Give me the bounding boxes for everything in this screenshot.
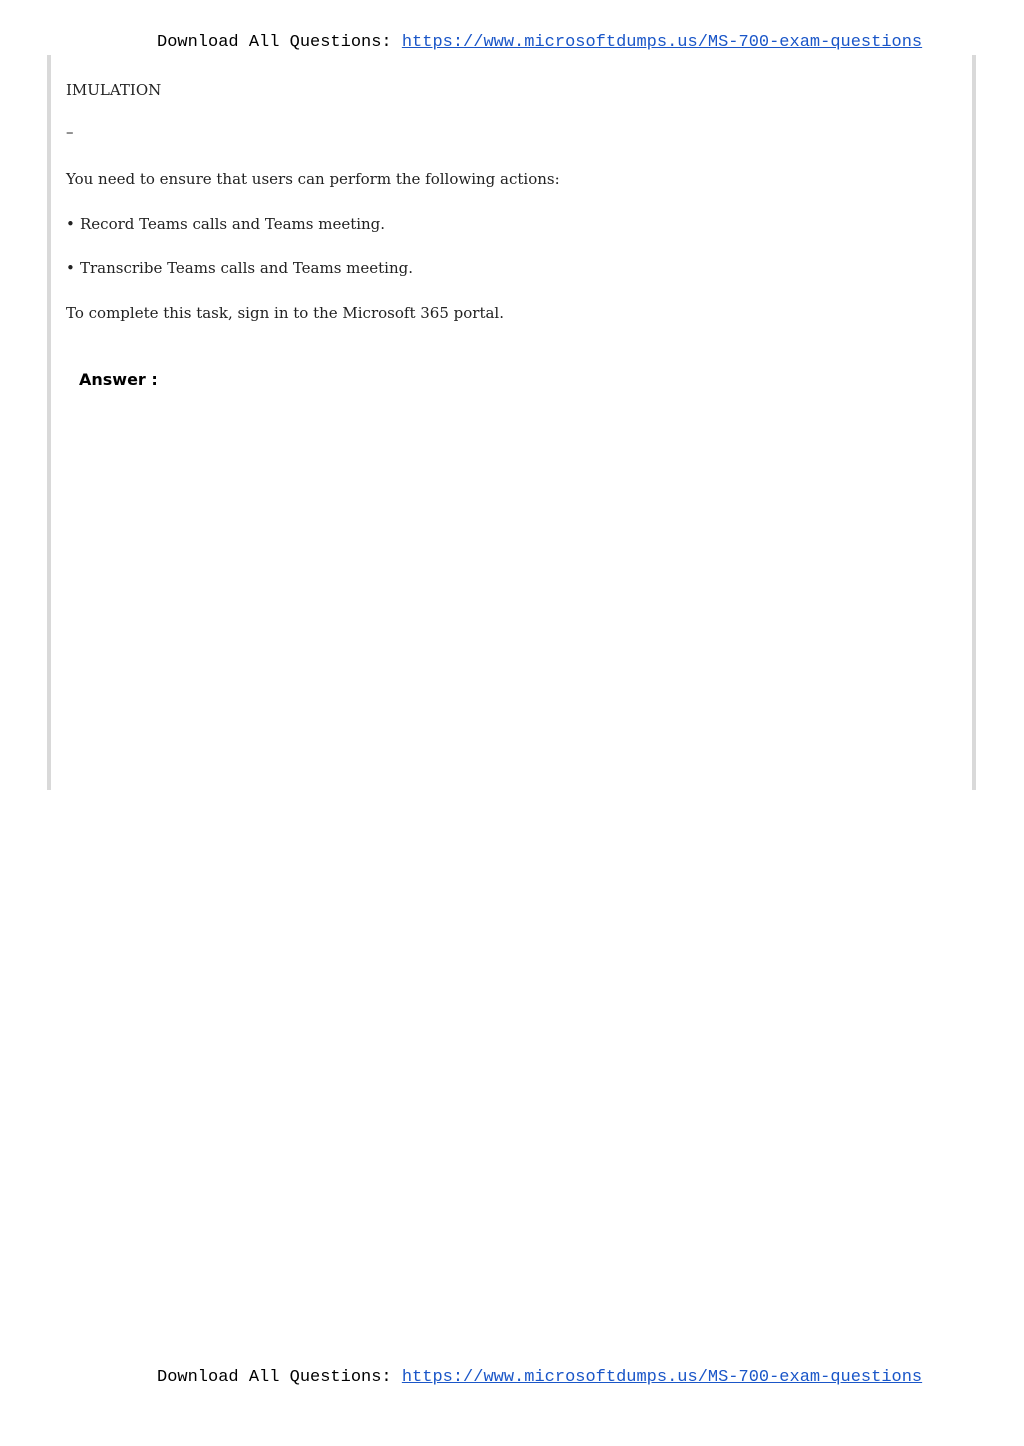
header-download-link[interactable]: https://www.microsoftdumps.us/MS-700-exam-questions [401,33,923,52]
list-item-text: Transcribe Teams calls and Teams meeting. [80,259,414,277]
list-item [66,214,385,234]
question-dash: – [66,123,74,141]
question-frame [47,55,976,790]
answer-label: Answer : [79,370,158,389]
footer-download-link[interactable]: https://www.microsoftdumps.us/MS-700-exam-questions [401,1368,923,1387]
list-item [66,258,413,278]
question-intro: You need to ensure that users can perform the following actions: [66,170,560,188]
bullet-icon: • [66,215,75,233]
header-banner [157,33,922,53]
question-instruction: To complete this task, sign in to the Microsoft 365 portal. [66,304,504,322]
list-item-text: Record Teams calls and Teams meeting. [80,215,386,233]
bullet-icon: • [66,259,75,277]
header-label: Download All Questions: [157,33,402,52]
footer-label: Download All Questions: [157,1368,402,1387]
footer-banner [157,1368,922,1388]
question-title: IMULATION [66,81,162,99]
